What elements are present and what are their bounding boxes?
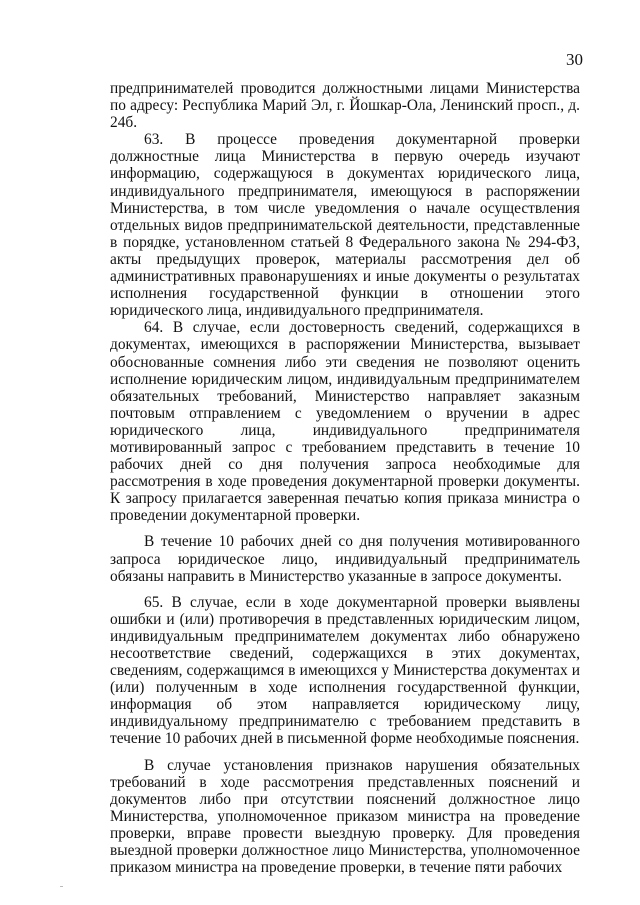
paragraph-65-violation: В случае установления признаков нарушения обязательных требований в ходе рассмотрения представленных пояснений и документов либо при отсутствии пояснений должностное лицо Министерства, уполномоченное приказом министра на проведение проверки, вправе провести выездную проверку. Для проведения выездной проверки должностное лицо Министерства, уполномоченное приказом министра на проведение проверки, в течение пяти рабочих: [110, 756, 580, 877]
page-number: 30: [566, 50, 583, 69]
paragraph-continuation: предпринимателей проводится должностными лицами Министерства по адресу: Республика Марий Эл, г. Йошкар-Ола, Ленинский просп., д. 24б.: [110, 80, 580, 132]
scan-artifact: [60, 886, 63, 887]
document-body: [110, 80, 580, 876]
paragraph-64-response-term: В течение 10 рабочих дней со дня получения мотивированного запроса юридическое лицо, индивидуальный предприниматель обязаны направить в Министерство указанные в запросе документы.: [110, 533, 580, 585]
paragraph-63: 63. В процессе проведения документарной проверки должностные лица Министерства в первую очередь изучают информацию, содержащуюся в документах юридического лица, индивидуального предпринимателя, имеющуюся в распоряжении Министерства, в том числе уведомления о начале осуществления отдельных видов предпринимательской деятельности, представленные в порядке, установленном статьей 8 Федерального закона № 294-ФЗ, акты предыдущих проверок, материалы рассмотрения дел об административных правонарушениях и иные документы о результатах исполнения государственной функции в отношении этого юридического лица, индивидуального предпринимателя.: [110, 131, 580, 320]
paragraph-65: 65. В случае, если в ходе документарной проверки выявлены ошибки и (или) противоречия в представленных юридическим лицом, индивидуальным предпринимателем документах либо обнаружено несоответствие сведений, содержащихся в этих документах, сведениям, содержащимся в имеющихся у Министерства документах и (или) полученным в ходе исполнения государственной функции, информация об этом направляется юридическому лицу, индивидуальному предпринимателю с требованием представить в течение 10 рабочих дней в письменной форме необходимые пояснения.: [110, 593, 580, 748]
paragraph-64: 64. В случае, если достоверность сведений, содержащихся в документах, имеющихся в распоряжении Министерства, вызывает обоснованные сомнения либо эти сведения не позволяют оценить исполнение юридическим лицом, индивидуальным предпринимателем обязательных требований, Министерство направляет заказным почтовым отправлением с уведомлением о вручении в адрес юридического лица, индивидуального предпринимателя мотивированный запрос с требованием представить в течение 10 рабочих дней со дня получения запроса необходимые для рассмотрения в ходе проведения документарной проверки документы. К запросу прилагается заверенная печатью копия приказа министра о проведении документарной проверки.: [110, 319, 580, 525]
